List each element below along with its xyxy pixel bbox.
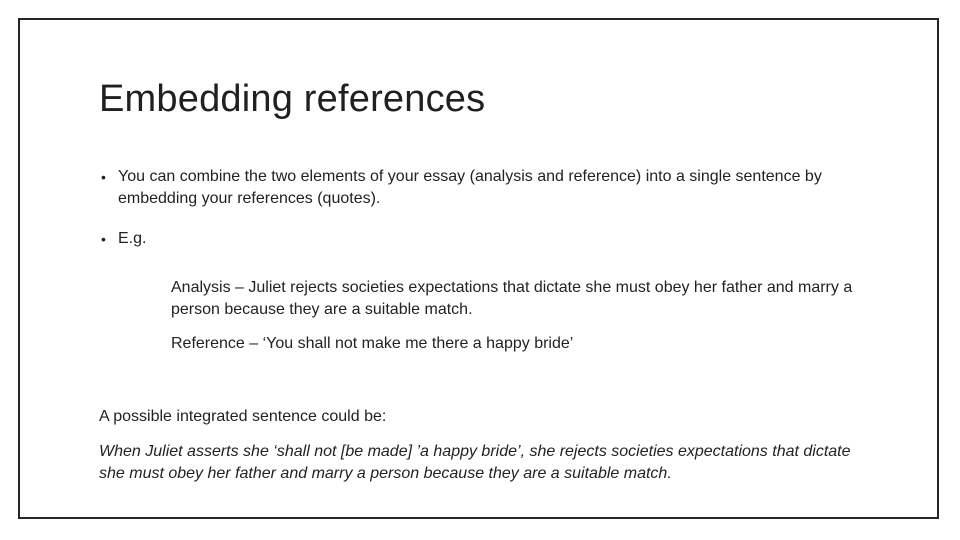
slide-frame	[18, 18, 939, 519]
bullet-item	[99, 228, 839, 250]
bullet-marker: •	[101, 231, 106, 247]
example-reference: Reference – ‘You shall not make me there a happy bride’	[171, 335, 574, 352]
bullet-list	[99, 166, 839, 250]
bullet-marker: •	[101, 169, 106, 185]
lead-in-text: A possible integrated sentence could be:	[99, 408, 387, 425]
slide-title: Embedding references	[99, 78, 486, 120]
bullet-item	[99, 166, 839, 210]
integrated-sentence: When Juliet asserts she ‘shall not [be made] ’a happy bride’, she rejects societies expectations that dictate she must obey her father and marry a person because they are a suitable match.	[99, 443, 851, 482]
bullet-text: E.g.	[118, 230, 147, 247]
bullet-text: You can combine the two elements of your essay (analysis and reference) into a single sentence by embedding your references (quotes).	[118, 168, 822, 207]
example-analysis: Analysis – Juliet rejects societies expectations that dictate she must obey her father and marry a person because they are a suitable match.	[171, 279, 853, 318]
